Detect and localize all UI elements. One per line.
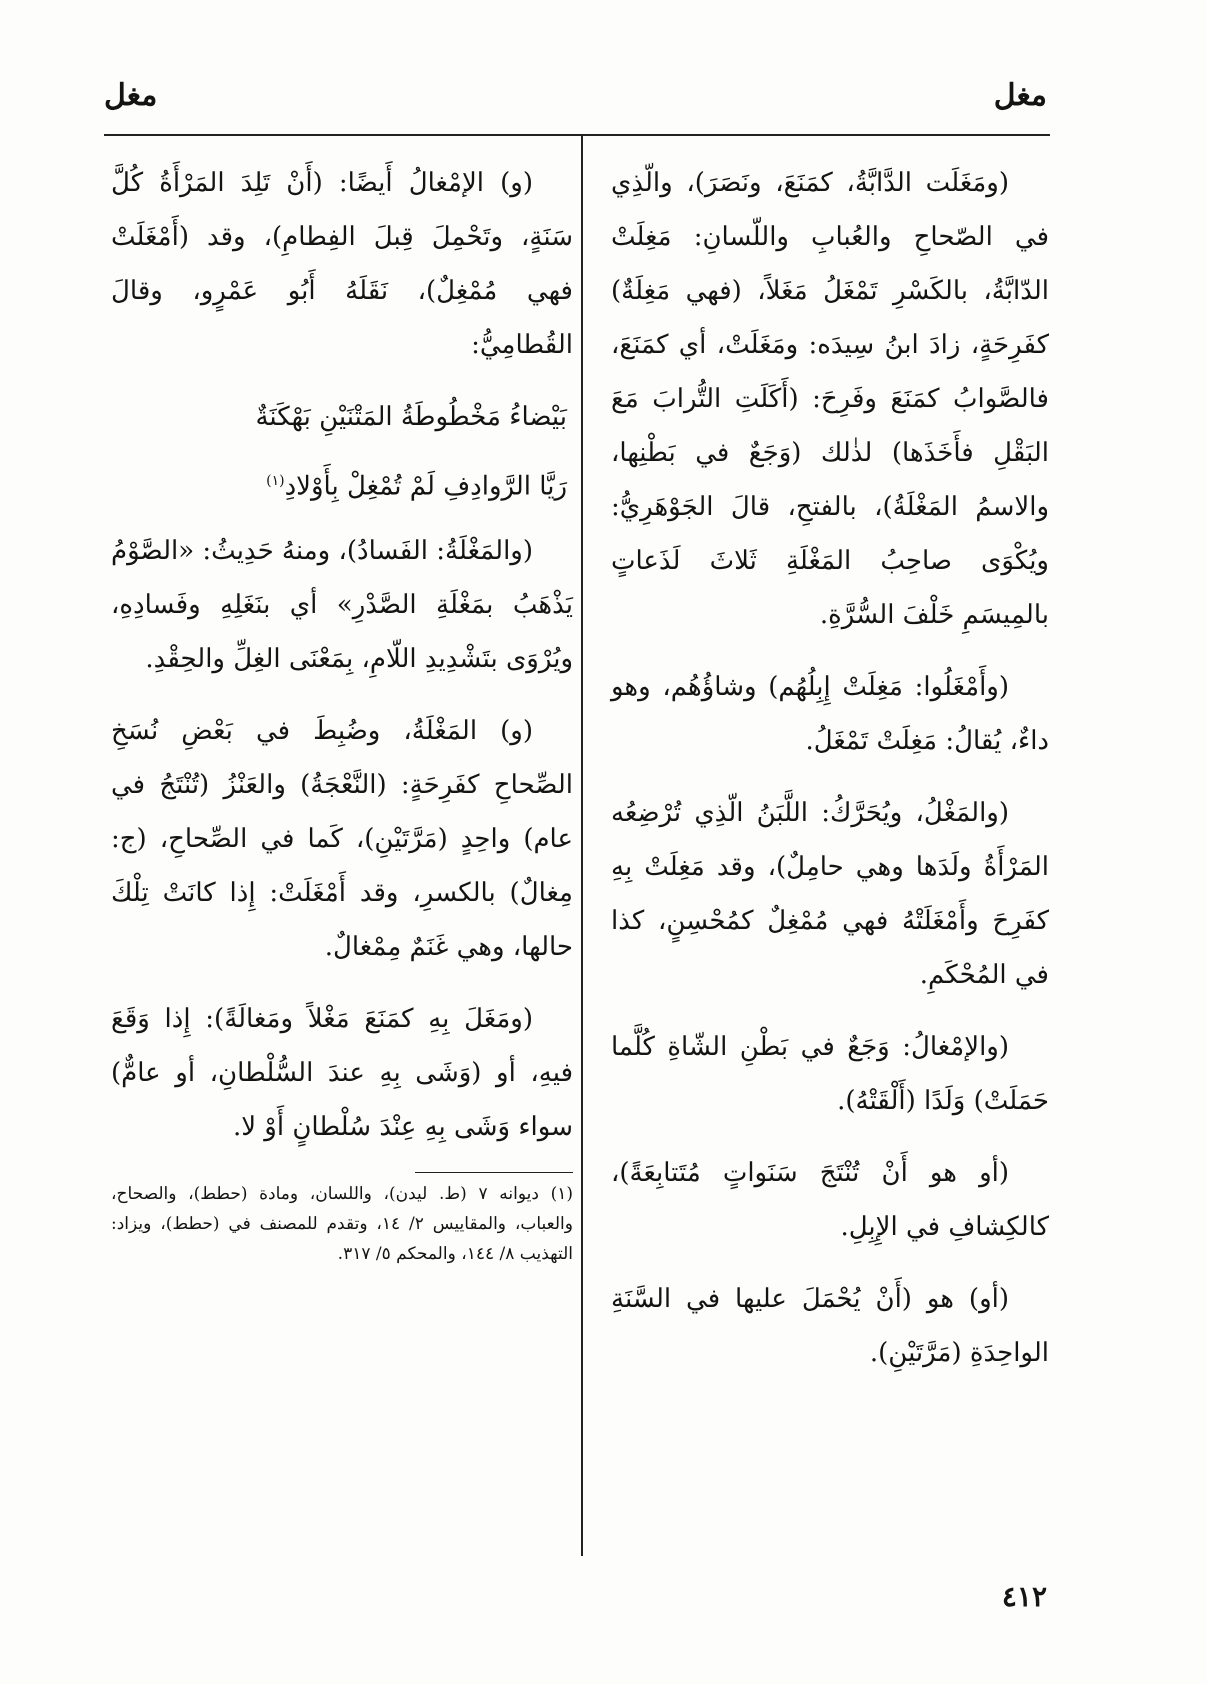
paragraph: (أو هو أَنْ تُنْتَجَ سَنَواتٍ مُتَتابِعَةً)، كالكِشافِ في الإِبِلِ. (611, 1158, 1049, 1242)
footnote-rule (415, 1172, 573, 1173)
footnote-marker: (١) (266, 473, 285, 489)
footnote: (١) ديوانه ٧ (ط. ليدن)، واللسان، ومادة (حطط)، والصحاح، والعباب، والمقاييس ٢/ ١٤، وتقدم للمصنف في (حطط)، ويزاد: التهذيب ٨/ ١٤٤، والمحكم ٥/ ٣١٧. (111, 1183, 573, 1264)
header-rule (104, 134, 1050, 136)
paragraph: (ومَغَلَت الدَّابَّةُ، كمَنَعَ، ونَصَرَ)، والّذِي في الصّحاحِ والعُبابِ واللّسانِ: مَغِلَتْ الدّابَّةُ، بالكَسْرِ تَمْغَلُ مَغَلاً، (فهي مَغِلَةٌ) كفَرِحَةٍ، زادَ ابنُ سِيدَه: ومَغَلَتْ، أي كمَنَعَ، فالصَّوابُ كمَنَعَ وفَرِحَ: (أَكَلَتِ التُّرابَ مَعَ البَقْلِ فأَخَذَها) لذٰلك (وَجَعٌ في بَطْنِها، والاسمُ المَغْلَةُ)، بالفتحِ، قالَ الجَوْهَرِيُّ: ويُكْوَى صاحِبُ المَغْلَةِ ثَلاثَ لَذَعاتٍ بالمِيسَمِ خَلْفَ السُّرَّةِ. (611, 168, 1049, 630)
paragraph: (والمَغْلُ، ويُحَرَّكُ: اللَّبَنُ الّذِي تُرْضِعُه المَرْأَةُ ولَدَها وهي حامِلٌ)، وقد مَغِلَتْ بِهِ كفَرِحَ وأَمْغَلَتْهُ فهي مُمْغِلٌ كمُحْسِنٍ، كذا في المُحْكَمِ. (611, 798, 1049, 990)
header-headword-right: مغل (993, 78, 1047, 113)
paragraph: (والإمْغالُ: وَجَعٌ في بَطْنِ الشّاةِ كُلَّما حَمَلَتْ) وَلَدًا (أَلْقَتْهُ). (611, 1032, 1049, 1116)
header-headword-left: مغل (104, 78, 158, 113)
verse-line: بَيْضاءُ مَخْطُوطَةُ المَتْنَيْنِ بَهْكَنَةٌ (255, 402, 567, 432)
paragraph: (أو) هو (أَنْ يُحْمَلَ عليها في السَّنَةِ الواحِدَةِ (مَرَّتَيْنِ). (611, 1284, 1049, 1368)
paragraph: (والمَغْلَةُ: الفَسادُ)، ومنهُ حَدِيثُ: «الصَّوْمُ يَذْهَبُ بمَغْلَةِ الصَّدْرِ» أي بنَغَلِهِ وفَسادِهِ، ويُرْوَى بتَشْدِيدِ اللّامِ، بِمَعْنَى الغِلِّ والحِقْدِ. (111, 535, 573, 674)
verse-line (111, 454, 573, 514)
page-number: ٤١٢ (1001, 1580, 1047, 1613)
left-column (111, 156, 573, 1269)
right-column (611, 156, 1049, 1398)
verse-text: رَيَّا الرَّوادِفِ لَمْ تُمْغِلْ بِأَوْلادِ (284, 471, 567, 502)
paragraph: (ومَغَلَ بِهِ كمَنَعَ مَغْلاً ومَغالَةً): إِذا وَقَعَ فيهِ، أو (وَشَى بِهِ عندَ السُّلْطانِ، أو عامٌّ) سواء وَشَى بِهِ عِنْدَ سُلْطانٍ أَوْ لا. (111, 1003, 573, 1142)
paragraph: (و) المَغْلَةُ، وضُبِطَ في بَعْضِ نُسَخِ الصِّحاحِ كفَرِحَةٍ: (النَّعْجَةُ) والعَنْزُ (تُنْتَجُ في عام) واحِدٍ (مَرَّتَيْنِ)، كَما في الصِّحاحِ، (ج: مِغالٌ) بالكسرِ، وقد أَمْغَلَتْ: إِذا كانَتْ تِلْكَ حالها، وهي غَنَمٌ مِمْغالٌ. (111, 715, 573, 962)
column-divider (581, 136, 583, 1556)
paragraph: (وأَمْغَلُوا: مَغِلَتْ إِبِلُهُم) وشاؤُهُم، وهو داءٌ، يُقالُ: مَغِلَتْ تَمْغَلُ. (611, 672, 1049, 756)
paragraph: (و) الإمْغالُ أَيضًا: (أَنْ تَلِدَ المَرْأَةُ كُلَّ سَنَةٍ، وتَحْمِلَ قِبلَ الفِطامِ)، وقد (أَمْغَلَتْ فهي مُمْغِلٌ)، نَقَلَهُ أَبُو عَمْرٍو، وقالَ القُطامِيُّ: (111, 168, 573, 360)
